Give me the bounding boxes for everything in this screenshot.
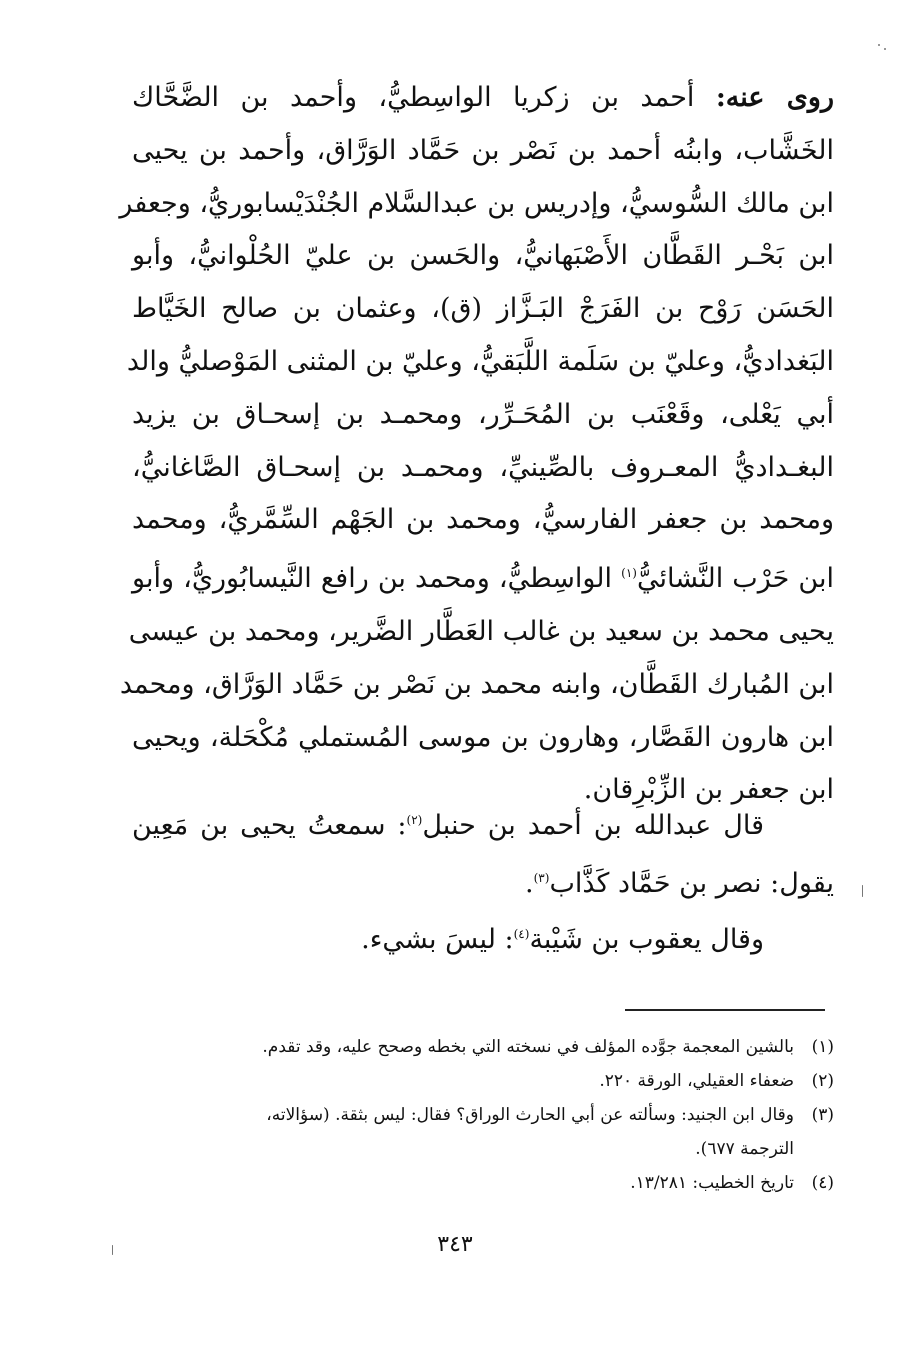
ibn-hanbal-quote (132, 794, 834, 910)
text-line: قال عبدالله بن أحمد بن حنبل$^{(٢)}$: سمعتُ يحيى بن مَعِين (132, 810, 764, 841)
footnote-text: ضعفاء العقيلي، الورقة ٢٢٠. (599, 1071, 794, 1091)
footnote-number: (١) (811, 1037, 834, 1057)
footnote-ref: (٤) (513, 927, 530, 941)
scan-speck (884, 48, 886, 50)
footnote (134, 1064, 834, 1098)
footnote (134, 1132, 834, 1166)
footnote-number: (٤) (811, 1173, 834, 1193)
footnote-divider (625, 1009, 825, 1011)
footnote (134, 1166, 834, 1200)
text-line: ابن المُبارك القَطَّان، وابنه محمد بن نَصْر بن حَمَّاد الوَرَّاق، ومحمد (119, 668, 834, 700)
narrators-paragraph (119, 72, 834, 817)
footnote-text: الترجمة ٦٧٧). (695, 1139, 794, 1159)
footnote-ref: (٢) (406, 813, 423, 827)
text-line: أبي يَعْلى، وقَعْنَب بن المُحَـرِّر، ومحمـد بن إسحـاق بن يزيد (132, 398, 834, 430)
text-line: ابن حَرْب النَّشائيُّ$^{(١)}$ الواسِطيُّ، ومحمد بن رافع النَّيسابُوريُّ، وأبو (132, 563, 834, 595)
text-line: البَغداديُّ، وعليّ بن سَلَمة اللَّبَقيُّ، وعليّ بن المثنى المَوْصليُّ والد (126, 345, 834, 377)
scan-speck (862, 885, 863, 897)
text-line: روى عنه: أحمد بن زكريا الواسِطيُّ، وأحمد بن الضَّحَّاك (132, 82, 834, 113)
text-line: يحيى محمد بن سعيد بن غالب العَطَّار الضَّرير، ومحمد بن عيسى (128, 615, 834, 647)
text-line: الخَشَّاب، وابنُه أحمد بن نَصْر بن حَمَّاد الوَرَّاق، وأحمد بن يحيى (132, 134, 834, 166)
scan-speck (112, 1245, 113, 1255)
footnote-text: بالشين المعجمة جوَّده المؤلف في نسخته التي بخطه وصحح عليه، وقد تقدم. (262, 1037, 794, 1057)
footnote-ref: (١) (621, 566, 637, 581)
narrators-lead: روى عنه: (715, 82, 834, 113)
text-line: ابن جعفر بن الزِّبْرِقان. (583, 774, 834, 806)
text-line: ابن هارون القَصَّار، وهارون بن موسى المُستملي مُكْحَلة، ويحيى (132, 721, 834, 753)
text-line: ابن بَحْـر القَطَّان الأَصْبَهانيُّ، والحَسن بن عليّ الحُلْوانيُّ، وأبو (132, 240, 834, 272)
text-line: يقول: نصر بن حَمَّاد كَذَّاب$^{(٣)}$. (525, 868, 834, 899)
page-number: ٣٤٣ (437, 1232, 473, 1257)
text-line: وقال يعقوب بن شَيْبة$^{(٤)}$: ليسَ بشيء. (361, 924, 764, 955)
footnote-number (794, 1132, 834, 1166)
footnotes (134, 1030, 834, 1200)
text-line: ابن مالك السُّوسيُّ، وإدريس بن عبدالسَّلام الجُنْدَيْسابوريُّ، وجعفر (119, 187, 834, 219)
text-line: ومحمد بن جعفر الفارسيُّ، ومحمد بن الجَهْم السِّمَّريُّ، ومحمد (132, 504, 834, 536)
footnote-text: وقال ابن الجنيد: وسألته عن أبي الحارث الوراق؟ فقال: ليس بثقة. (سؤالاته، (266, 1105, 794, 1125)
scan-speck (878, 44, 880, 46)
text-line: الحَسَن رَوْح بن الفَرَجْ البَـزَّاز (ق)، وعثمان بن صالح الخَيَّاط (132, 293, 834, 325)
text-line: البغـداديُّ المعـروف بالصِّينيِّ، ومحمـد بن إسحـاق الصَّاغانيُّ، (132, 451, 834, 483)
footnote-number: (٣) (811, 1105, 834, 1125)
footnote-number: (٢) (811, 1071, 834, 1091)
footnote (134, 1098, 834, 1132)
footnote (134, 1030, 834, 1064)
ibn-shayba-quote (132, 908, 834, 966)
footnote-text: تاريخ الخطيب: ١٣/٢٨١. (630, 1173, 794, 1193)
footnote-ref: (٣) (533, 871, 550, 885)
